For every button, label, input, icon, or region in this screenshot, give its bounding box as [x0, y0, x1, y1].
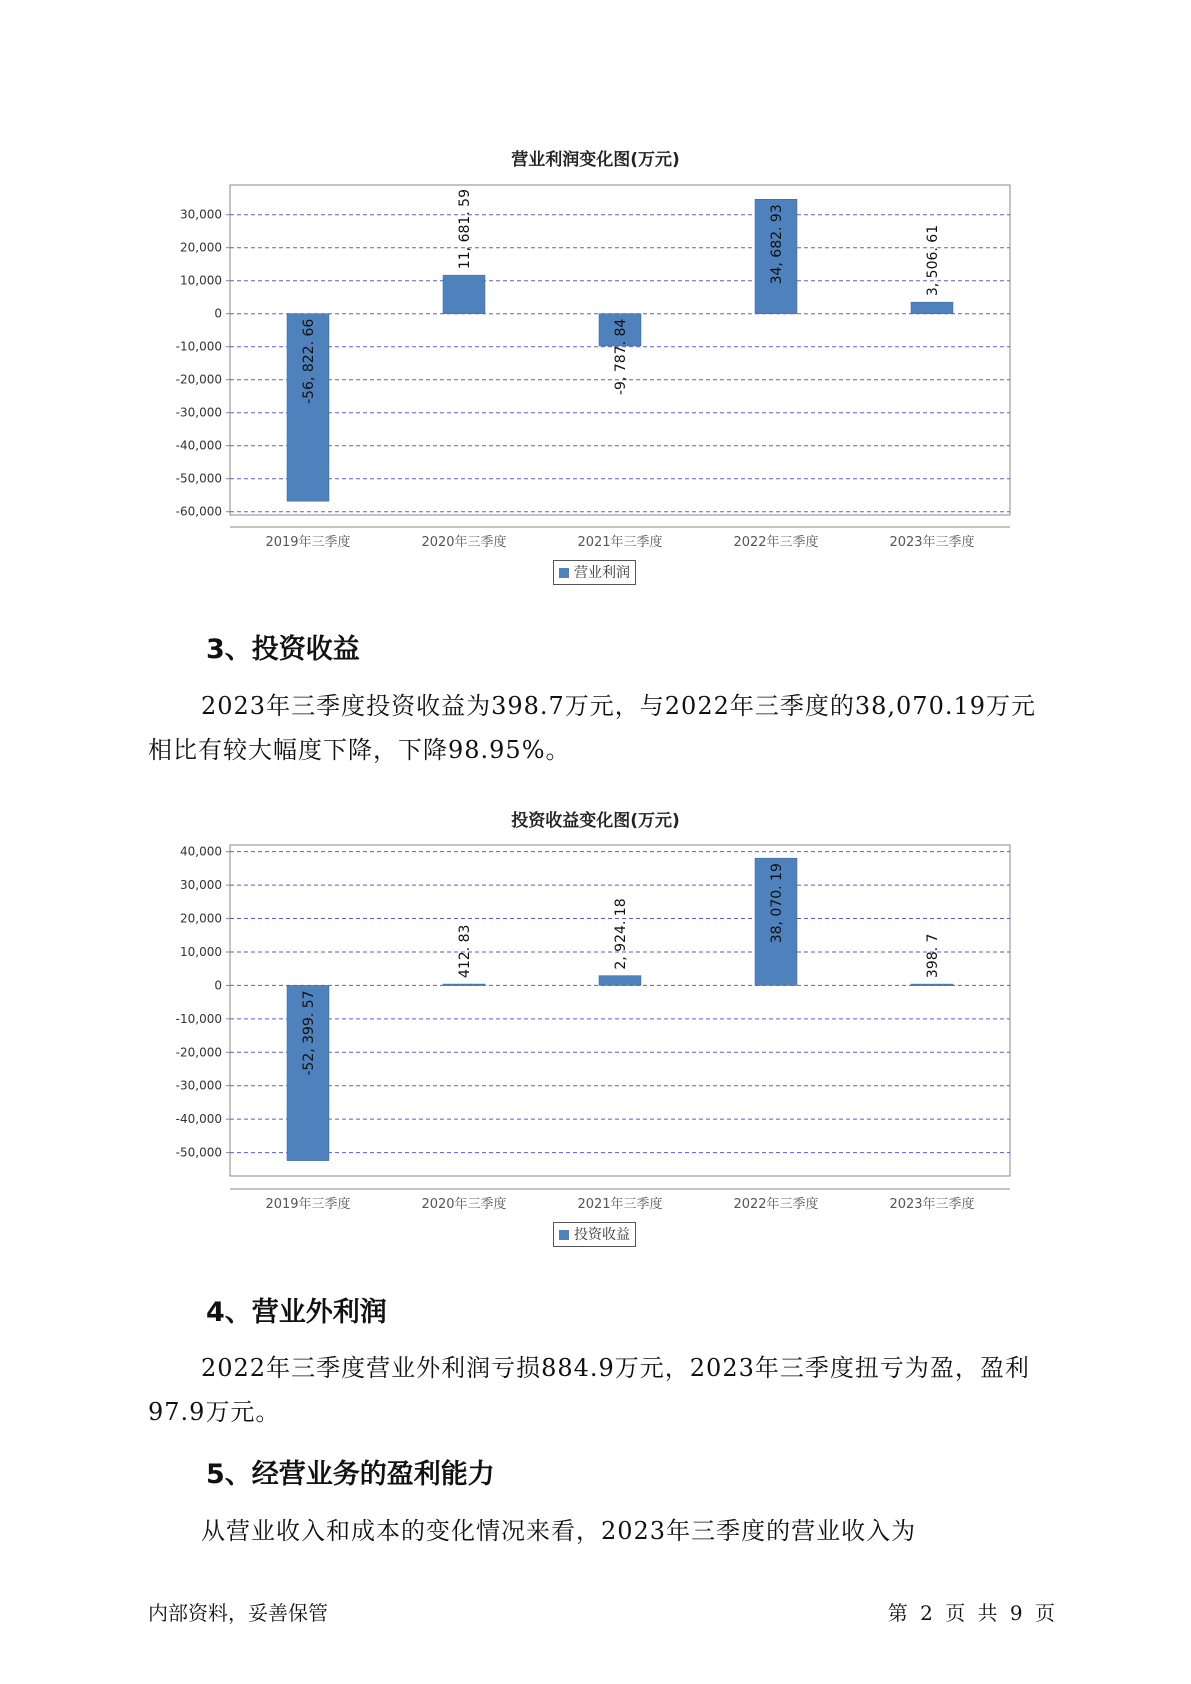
section-paragraph: 2022年三季度营业外利润亏损884.9万元，2023年三季度扭亏为盈，盈利97.9万元。 [148, 1354, 1030, 1426]
y-tick-label: 10,000 [180, 944, 222, 959]
section-heading: 3、投资收益 [206, 634, 360, 665]
y-tick-label: -50,000 [175, 471, 222, 486]
y-tick-label: -40,000 [175, 438, 222, 453]
legend-label: 营业利润 [574, 565, 630, 581]
value-label: 38, 070. 19 [769, 863, 785, 944]
y-tick-label: -10,000 [175, 339, 222, 354]
chart-title: 投资收益变化图(万元) [511, 811, 680, 831]
y-tick-label: 20,000 [180, 240, 222, 255]
value-label: -56, 822. 66 [301, 318, 317, 404]
y-tick-label: -40,000 [175, 1112, 222, 1127]
x-tick-label: 2020年三季度 [421, 1197, 507, 1212]
y-tick-label: -20,000 [175, 372, 222, 387]
x-tick-label: 2020年三季度 [421, 535, 507, 550]
x-tick-label: 2022年三季度 [733, 1197, 819, 1212]
value-label: 34, 682. 93 [769, 204, 785, 285]
y-tick-label: 0 [214, 306, 222, 321]
value-label: 2, 924. 18 [613, 898, 629, 970]
section-heading: 4、营业外利润 [206, 1297, 387, 1328]
x-tick-label: 2019年三季度 [265, 1197, 351, 1212]
bar [599, 976, 641, 986]
legend-swatch [559, 1230, 569, 1240]
y-tick-label: 0 [214, 978, 222, 993]
footer-page-number: 第 2 页 共 9 页 [887, 1601, 1055, 1625]
bar [911, 984, 953, 986]
y-tick-label: -20,000 [175, 1045, 222, 1060]
y-tick-label: 40,000 [180, 844, 222, 859]
y-tick-label: -50,000 [175, 1145, 222, 1160]
y-tick-label: 20,000 [180, 911, 222, 926]
x-tick-label: 2023年三季度 [889, 1197, 975, 1212]
y-tick-label: 10,000 [180, 273, 222, 288]
value-label: -52, 399. 57 [301, 990, 317, 1076]
y-tick-label: 30,000 [180, 878, 222, 893]
footer-confidential-note: 内部资料，妥善保管 [148, 1601, 328, 1625]
y-tick-label: -30,000 [175, 1078, 222, 1093]
value-label: 3, 506. 61 [925, 224, 941, 297]
bar [443, 984, 485, 986]
x-tick-label: 2023年三季度 [889, 535, 975, 550]
value-label: 398. 7 [925, 933, 941, 979]
y-tick-label: -60,000 [175, 504, 222, 519]
section-paragraph: 2023年三季度投资收益为398.7万元，与2022年三季度的38,070.19万元相比有较大幅度下降，下降98.95%。 [148, 692, 1037, 764]
x-tick-label: 2021年三季度 [577, 1197, 663, 1212]
value-label: 11, 681. 59 [457, 188, 473, 270]
plot-area [230, 845, 1010, 1176]
x-tick-label: 2021年三季度 [577, 535, 663, 550]
value-label: -9, 787. 84 [613, 318, 629, 395]
x-tick-label: 2022年三季度 [733, 535, 819, 550]
x-tick-label: 2019年三季度 [265, 535, 351, 550]
chart-legend [553, 1222, 636, 1247]
y-tick-label: -30,000 [175, 405, 222, 420]
section-paragraph: 从营业收入和成本的变化情况来看，2023年三季度的营业收入为 [201, 1517, 917, 1545]
y-tick-label: 30,000 [180, 207, 222, 222]
legend-label: 投资收益 [574, 1227, 630, 1243]
chart-title: 营业利润变化图(万元) [511, 150, 680, 170]
value-label: 412. 83 [457, 924, 473, 979]
section-heading: 5、经营业务的盈利能力 [206, 1459, 495, 1490]
y-tick-label: -10,000 [175, 1011, 222, 1026]
